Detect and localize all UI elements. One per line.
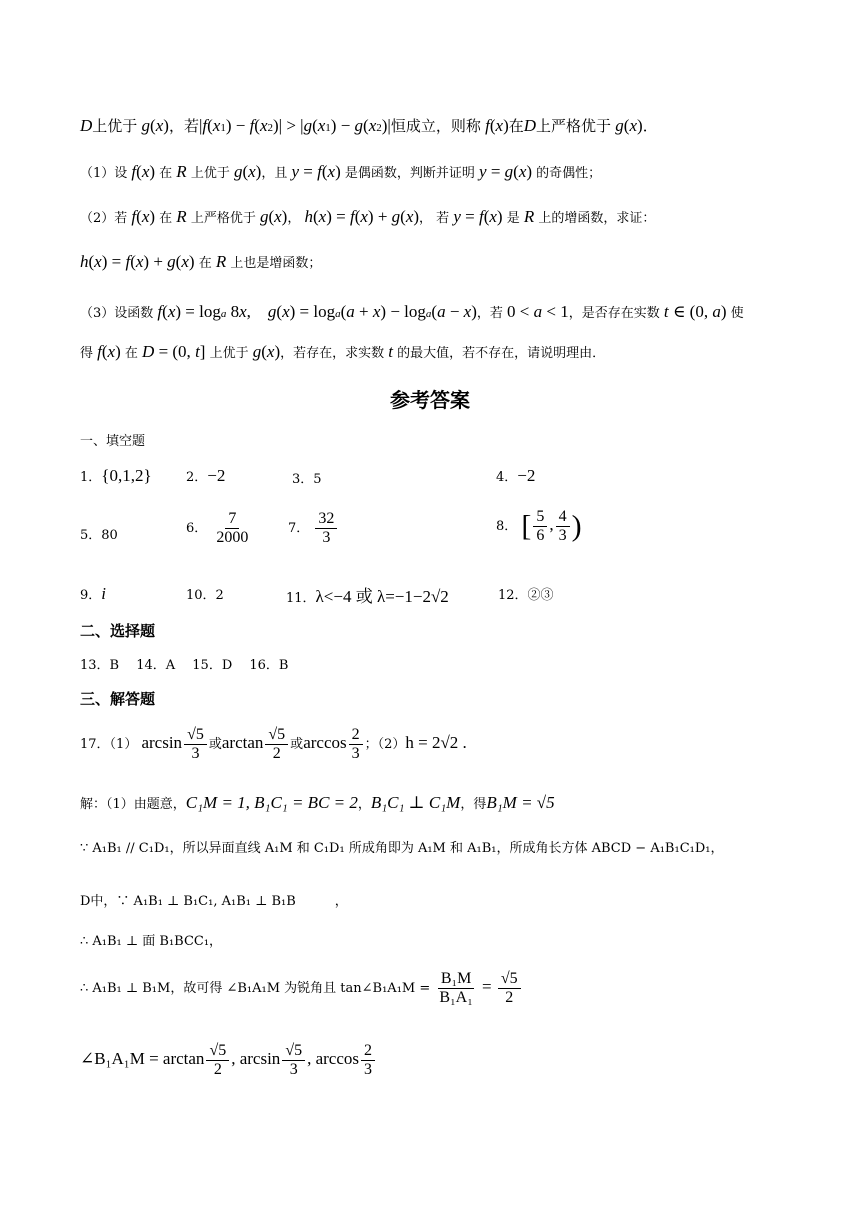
solution-line-6: ∠B₁A₁M = arctan $\frac{√5}{2}$ , arcsin $\frac{√5}{3}$ , arccos $\frac{2}{3}$ — [80, 1042, 377, 1079]
question-2b: h(x) = f(x) + g(x) 在 R 上也是增函数； — [80, 252, 322, 271]
intro-line-1: D上优于 g(x)，若|f(x1) − f(x2)| > |g(x1) − g(x2)|恒成立，则称 f(x)在D上严格优于 g(x)． — [80, 116, 658, 135]
fill-8: 8． [ $\frac{5}{6}$ , $\frac{4}{3}$ ) — [496, 508, 582, 544]
solution-line-5: ∴ A₁B₁ ⊥ B₁M，故可得 ∠B₁A₁M 为锐角且 tan∠B₁A₁M = $\frac{\text{B₁M}}{\text{B₁A₁}}$ = $\frac{√5}{2}$ — [80, 970, 523, 1007]
answers-title: 参考答案 — [390, 388, 470, 412]
section-fill-blank: 一、填空题 — [80, 434, 146, 449]
question-2a: （2）若 f(x) 在 R 上严格优于 g(x)， h(x) = f(x) + g(x)， 若 y = f(x) 是 R 上的增函数，求证： — [80, 207, 656, 226]
solution-line-2: ∵ A₁B₁ // C₁D₁，所以异面直线 A₁M 和 C₁D₁ 所成角即为 A₁M 和 A₁B₁，所成角长方体 ABCD − A₁B₁C₁D₁， — [80, 841, 724, 856]
fill-5: 5．80 — [80, 528, 118, 543]
fill-2: 2．−2 — [186, 466, 226, 485]
section-choice: 二、选择题 — [80, 622, 156, 640]
question-3a: （3）设函数 f(x) = loga 8x, g(x) = loga(a + x) − loga(a − x)，若 0 < a < 1，是否存在实数 t ∈ (0, a) 使 — [80, 302, 744, 321]
fill-11: 11．λ<−4 或 λ=−1−2√2 — [286, 587, 449, 606]
fill-3: 3．5 — [292, 472, 322, 487]
fill-1: 1．{0,1,2} — [80, 466, 152, 485]
choice-answers: 13．B 14．A 15．D 16．B — [80, 658, 289, 673]
solution-line-4: ∴ A₁B₁ ⊥ 面 B₁BCC₁， — [80, 934, 223, 949]
question-1: （1）设 f(x) 在 R 上优于 g(x)，且 y = f(x) 是偶函数，判断并证明 y = g(x) 的奇偶性； — [80, 162, 602, 181]
fill-4: 4．−2 — [496, 466, 536, 485]
fill-12: 12．②③ — [498, 588, 554, 603]
fill-9: 9．i — [80, 584, 107, 603]
fill-7: 7． $\frac{32}{3}$ — [288, 510, 339, 547]
answer-17: 17．（1） arcsin $\frac{√5}{3}$ 或arctan $\frac{√5}{2}$ 或arccos $\frac{2}{3}$ ；（2）h = 2√2 . — [80, 726, 467, 762]
section-solutions: 三、解答题 — [80, 690, 156, 708]
solution-line-3: D中，∵ A₁B₁ ⊥ B₁C₁, A₁B₁ ⊥ B₁B ， — [80, 894, 348, 909]
fill-10: 10．2 — [186, 588, 224, 603]
fill-6: 6． $\frac{7}{2000}$ — [186, 510, 249, 546]
question-3b: 得 f(x) 在 D = (0, t] 上优于 g(x)，若存在，求实数 t 的最大值，若不存在，请说明理由． — [80, 342, 606, 361]
solution-line-1: 解：（1）由题意，C₁M = 1, B₁C₁ = BC = 2，B₁C₁ ⊥ C₁M，得B₁M = √5 — [80, 793, 555, 812]
